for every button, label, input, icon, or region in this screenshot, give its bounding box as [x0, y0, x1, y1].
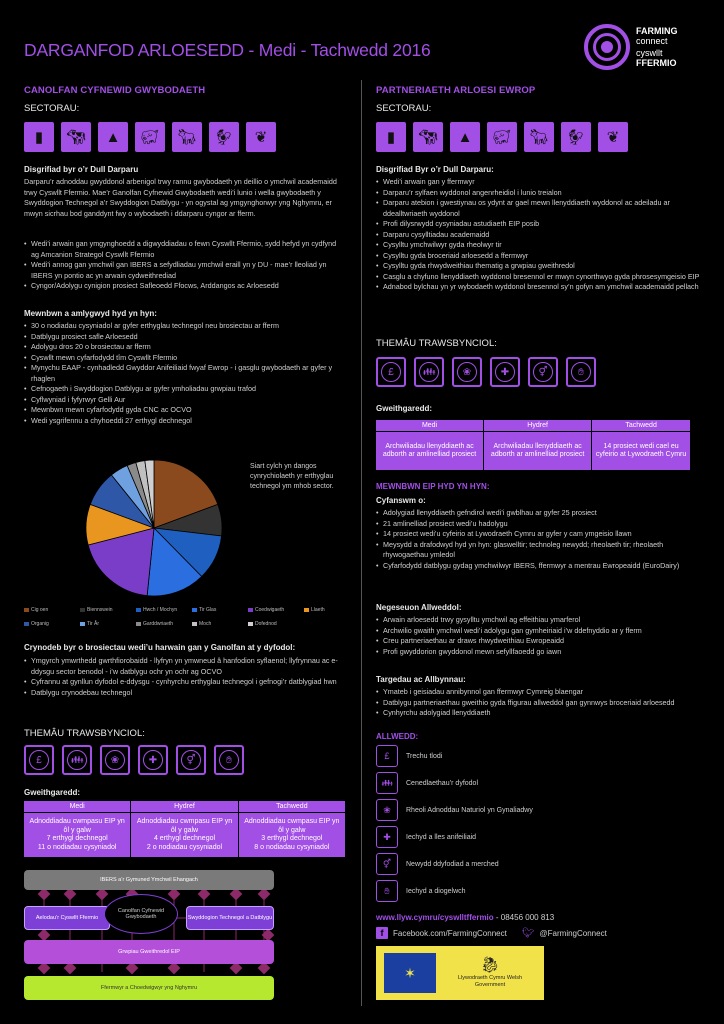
- left-theme-icons: [24, 745, 244, 775]
- right-targets-title: Targedau ac Allbynnau:: [376, 675, 466, 684]
- right-td-tachwedd: 14 prosiect wedi cael eu cyfeirio at Lywodraeth Cymru: [592, 432, 690, 470]
- list-item: • Darparu atebion i gwestiynau os ydynt ar gael mewn llenyddiaeth wyddonol ac adeiladu ar ddealltwriaeth wyddonol: [376, 198, 704, 219]
- list-item: • Mewnbwn mewn cyfarfodydd gyda CNC ac OCVO: [24, 405, 346, 416]
- hand-icon: ✋︎: [376, 880, 398, 902]
- right-outputs-title: Cyfanswm o:: [376, 496, 426, 505]
- list-item: • Cyfrannu at gynllun dyfodol e-ddysgu - cynhyrchu erthyglau technegol i gefnogi’r datblygiad hwn: [24, 677, 346, 688]
- gender-icon: [176, 745, 206, 775]
- dragon-icon: 🐉︎: [479, 957, 501, 974]
- dairy-cow-icon: 🐄︎: [61, 122, 91, 152]
- hand-icon: [214, 745, 244, 775]
- list-item: • Darparu cysylltiadau academaidd: [376, 230, 704, 241]
- list-item: • Wedi ysgrifennu a chyhoeddi 27 erthygl dechnegol: [24, 416, 346, 427]
- legend-swatch: [80, 608, 85, 612]
- left-sector-icons: [24, 122, 276, 152]
- left-th-tachwedd: Tachwedd: [239, 801, 345, 812]
- pound-icon: [24, 745, 54, 775]
- list-item: • Cyswllt mewn cyfarfodydd tîm Cyswllt Ffermio: [24, 353, 346, 364]
- legend-swatch: [248, 622, 253, 626]
- list-item: • Profi gwyddorion gwyddonol mewn sefyllfaoedd go iawn: [376, 647, 704, 658]
- legend-label: Llaeth: [311, 607, 325, 613]
- legend-label: Hwch / Mochyn: [143, 607, 178, 613]
- left-outputs-title: Mewnbwn a amlygwyd hyd yn hyn:: [24, 309, 157, 318]
- left-support-title: Crynodeb byr o brosiectau wedi’u harwain gan y Ganolfan at y dyfodol:: [24, 643, 296, 652]
- left-sectors-label: SECTORAU:: [24, 103, 80, 114]
- also-row: [376, 826, 476, 848]
- legend-item: [136, 621, 173, 627]
- welsh-gov-text: Llywodraeth Cymru Welsh Government: [457, 975, 523, 988]
- list-item: • Cynhyrchu adolygiad llenyddiaeth: [376, 708, 704, 719]
- legend-label: Dofednod: [255, 621, 277, 627]
- list-item: • Casglu a chyfuno llenyddiaeth wyddonol bresennol er mwyn cynorthwyo gyda phrosesymgeisio EIP: [376, 272, 704, 283]
- cross-icon: [138, 745, 168, 775]
- tree-icon: ▲: [450, 122, 480, 152]
- left-partners-label: Gweithgaredd:: [24, 788, 81, 797]
- list-item: • Wedi’i annog gan ymchwil gan IBERS a sefydliadau ymchwil eraill yn y DU - mae’r lleoliad yn IBERS yn pontio ac yn arwain cydweithrediad: [24, 260, 346, 281]
- flow-officers: Swyddogion Technegol a Datblygu: [186, 906, 274, 930]
- legend-item: [136, 607, 177, 613]
- list-item: • Cyngor/Adolygu cynigion prosiect Safleoedd Ffocws, Arddangos ac Arloesedd: [24, 281, 346, 292]
- also-label: Newydd ddyfodiad a merched: [406, 860, 499, 868]
- also-label: Cenedlaethau’r dyfodol: [406, 779, 478, 787]
- brand-line-2: connect: [636, 36, 668, 46]
- list-item: • Cysylltu ymchwilwyr gyda rheolwyr tir: [376, 240, 704, 251]
- legend-label: Cig oen: [31, 607, 49, 613]
- legend-item: [24, 607, 48, 613]
- left-heading: CANOLFAN CYFNEWID GWYBODAETH: [24, 85, 206, 96]
- gender-icon: ⚥: [376, 853, 398, 875]
- legend-swatch: [192, 608, 197, 612]
- list-item: • Adolygu dros 20 o brosiectau ar fferm: [24, 342, 346, 353]
- legend-swatch: [248, 608, 253, 612]
- hands-plant-icon: [452, 357, 482, 387]
- right-targets: [376, 687, 704, 719]
- legend-item: [192, 621, 211, 627]
- legend-swatch: [24, 608, 29, 612]
- leaf-icon: ❦: [598, 122, 628, 152]
- family-icon: [62, 745, 92, 775]
- leaf-icon: ❦: [246, 122, 276, 152]
- website-link[interactable]: www.llyw.cymru/cyswlltffermio: [376, 913, 494, 922]
- facebook-icon: f: [376, 927, 388, 939]
- list-item: • Cefnogaeth i Swyddogion Datblygu ar gyfer ymholiadau grwpiau trafod: [24, 384, 346, 395]
- beef-cow-icon: 🐂︎: [172, 122, 202, 152]
- pound-circle: £: [29, 750, 49, 770]
- eip-heading: MEWNBWN EIP HYD YN HYN:: [376, 482, 490, 491]
- list-item: • Adnabod bylchau yn yr wybodaeth wyddonol bresennol sy’n gofyn am ymchwil academaidd pellach: [376, 282, 704, 293]
- left-th-hydref: Hydref: [131, 801, 237, 812]
- also-heading: ALLWEDD:: [376, 732, 419, 741]
- also-row: [376, 772, 478, 794]
- column-divider: [361, 80, 362, 1006]
- pound-icon: [376, 357, 406, 387]
- chart-caption: Siart cylch yn dangos cynrychiolaeth yr erthyglau technegol ym mhob sector.: [250, 463, 334, 490]
- hands-plant-icon: ❀: [376, 799, 398, 821]
- right-messages: [376, 615, 704, 657]
- also-label: Iechyd a diogelwch: [406, 887, 466, 895]
- hands-plant-icon: [100, 745, 130, 775]
- also-row: [376, 880, 466, 902]
- legend-label: Biennswein: [87, 607, 113, 613]
- right-th-medi: Medi: [376, 420, 483, 431]
- right-activity-table: [375, 419, 691, 471]
- list-item: • 30 o nodiadau cysyniadol ar gyfer erthyglau technegol neu brosiectau ar fferm: [24, 321, 346, 332]
- list-item: • Datblygu partneriaethau gweithio gyda ffigurau allweddol gan gynnwys broceriaid arloesedd: [376, 698, 704, 709]
- left-desc-bullets: [24, 239, 346, 292]
- farming-connect-logo: [584, 24, 704, 74]
- legend-item: [80, 607, 113, 613]
- left-outputs: [24, 321, 346, 426]
- flow-ibers: IBERS a’r Gymuned Ymchwil Ehangach: [24, 870, 274, 890]
- right-sectors-label: SECTORAU:: [376, 103, 432, 114]
- list-item: • Mynychu EAAP - cynhadledd Gwyddor Anifeiliaid fwyaf Ewrop - i gasglu gwybodaeth ar gyfer y rhaglen: [24, 363, 346, 384]
- cross-circle: ✚: [495, 362, 515, 382]
- list-item: • Cysylltu gyda rhwydweithiau thematig a grwpiau gweithredol: [376, 261, 704, 272]
- left-desc-para: Darparu’r adnoddau gwyddonol arbenigol trwy rannu gwybodaeth yn deillio o ymchwil academaidd trwy Cyswllt Ffermio. Mae’r Ganolfan Cyfnewid Gwybodaeth wedi’i lunio i wella gwybodaeth y Swyddogion Technegol a’r Swyddogion Datblygu - yn ogystal ag ymgynghorwyr yng Nghymru, er mwyn sicrhau bod ganddynt fwy o wybodaeth i ddarparu cyngor ar fferm.: [24, 177, 337, 218]
- list-item: • Adolygiad llenyddiaeth gefndirol wedi’i gwblhau ar gyfer 25 prosiect: [376, 508, 704, 519]
- list-item: • Cyfarfodydd datblygu gydag ymchwilwyr IBERS, ffermwyr a mentrau Ewropeaidd (EuroDairy): [376, 561, 704, 572]
- sector-pie-chart: [84, 458, 224, 598]
- contact-line: [376, 913, 554, 922]
- list-item: • Datblygu prosiect safle Arloesedd: [24, 332, 346, 343]
- eu-flag-icon: ✶: [384, 953, 436, 993]
- left-desc-title: Disgrifiad byr o’r Dull Darparu: [24, 165, 139, 174]
- hands-plant-circle: ❀: [457, 362, 477, 382]
- left-support: [24, 656, 346, 698]
- list-item: • Cysylltu gyda broceriaid arloesedd a ffermwyr: [376, 251, 704, 262]
- list-item: • Darparu’r sylfaen wyddonol angenrheidiol i lunio treialon: [376, 188, 704, 199]
- legend-swatch: [192, 622, 197, 626]
- twitter-icon: 🐦︎: [521, 927, 535, 939]
- gender-circle: ⚥: [533, 362, 553, 382]
- legend-label: Moch: [199, 621, 212, 627]
- list-item: • 21 amlinelliad prosiect wedi’u hadolygu: [376, 519, 704, 530]
- legend-swatch: [136, 622, 141, 626]
- dairy-cow-icon: 🐄︎: [413, 122, 443, 152]
- brand-line-4: FFERMIO: [636, 58, 677, 68]
- left-activity-table: [23, 800, 346, 858]
- flow-centre: Canolfan Cyfnewid Gwybodaeth: [104, 894, 178, 934]
- left-td-tachwedd: Adnoddiadau cwmpasu EIP yn ôl y galw 3 erthygl dechnegol 8 o nodiadau cysyniadol: [239, 813, 345, 857]
- milk-bottle-icon: ▮: [376, 122, 406, 152]
- list-item: • Profi dilysrwydd cysyniadau astudiaeth EIP posib: [376, 219, 704, 230]
- legend-label: Coedwigaeth: [255, 607, 285, 613]
- right-td-medi: Archwiliadau llenyddiaeth ac adborth ar amlinelliad prosiect: [376, 432, 483, 470]
- list-item: • Cyflwyniad i fyfyrwyr Gelli Aur: [24, 395, 346, 406]
- page-title: DARGANFOD ARLOESEDD - Medi - Tachwedd 2016: [24, 40, 431, 60]
- list-item: • Archwilio gwaith ymchwil wedi’i adolygu gan gymheiriaid i’w ddefnyddio ar y fferm: [376, 626, 704, 637]
- phone-number: - 08456 000 813: [493, 913, 555, 922]
- legend-label: Tir Glas: [199, 607, 217, 613]
- flow-farmers: Ffermwyr a Choedwigwyr yng Nghymru: [24, 976, 274, 1000]
- legend-item: [304, 607, 325, 613]
- legend-item: [248, 607, 284, 613]
- flow-members: Aelodau’r Cyswllt Ffermio: [24, 906, 110, 930]
- list-item: • 14 prosiect wedi’u cyfeirio at Lywodraeth Cymru ar gyfer y cam ymgeisio llawn: [376, 529, 704, 540]
- family-circle: 👪︎: [67, 750, 87, 770]
- right-desc-title: Disgrifiad Byr o’r Dull Darparu:: [376, 165, 494, 174]
- pig-icon: 🐖︎: [135, 122, 165, 152]
- also-label: Rheoli Adnoddau Naturiol yn Gynaliadwy: [406, 806, 533, 814]
- cross-icon: ✚: [376, 826, 398, 848]
- left-themes-label: THEMÂU TRAWSBYNCIOL:: [24, 728, 145, 739]
- list-item: • Ymgyrch ymwrthedd gwrthfiorobaidd - llyfryn yn ymwneud â hanfodion syflaenol; llyfrynnau ac e-ddysgu sector benodol - i’w datblygu ochr yn ochr ag OCVO: [24, 656, 346, 677]
- list-item: • Ymateb i geisiadau annibynnol gan ffermwyr Cymreig blaengar: [376, 687, 704, 698]
- hand-circle: ✋︎: [219, 750, 239, 770]
- chicken-icon: 🐓︎: [561, 122, 591, 152]
- hands-plant-circle: ❀: [105, 750, 125, 770]
- right-outputs: [376, 508, 704, 571]
- list-item: • Meysydd a drafodwyd hyd yn hyn: glaswelltir; technoleg newydd; rheolaeth tir; rheolaeth rhywogaethau ymledol: [376, 540, 704, 561]
- pound-icon: £: [376, 745, 398, 767]
- pound-circle: £: [381, 362, 401, 382]
- legend-swatch: [80, 622, 85, 626]
- chicken-icon: 🐓︎: [209, 122, 239, 152]
- right-th-tachwedd: Tachwedd: [592, 420, 690, 431]
- also-row: [376, 799, 533, 821]
- beef-cow-icon: 🐂︎: [524, 122, 554, 152]
- list-item: • Wedi’i arwain gan ymgynghoedd a digwyddiadau o fewn Cyswllt Ffermio, sydd hefyd yn cydfynd ag Amcanion Strategol Cyswllt Ffermio: [24, 239, 346, 260]
- also-label: Trechu tlodi: [406, 752, 443, 760]
- right-theme-icons: [376, 357, 596, 387]
- cross-circle: ✚: [143, 750, 163, 770]
- also-label: Iechyd a lles anifeiliaid: [406, 833, 477, 841]
- right-themes-label: THEMÂU TRAWSBYNCIOL:: [376, 338, 497, 349]
- right-td-hydref: Archwiliadau llenyddiaeth ac adborth ar amlinelliad prosiect: [484, 432, 591, 470]
- hand-icon: [566, 357, 596, 387]
- right-heading: PARTNERIAETH ARLOESI EWROP: [376, 85, 536, 96]
- gender-circle: ⚥: [181, 750, 201, 770]
- family-icon: [414, 357, 444, 387]
- tree-icon: ▲: [98, 122, 128, 152]
- facebook-link[interactable]: Facebook.com/FarmingConnect: [393, 928, 507, 938]
- right-desc-bullets: [376, 177, 704, 293]
- list-item: • Wedi’i arwain gan y ffermwyr: [376, 177, 704, 188]
- gender-icon: [528, 357, 558, 387]
- legend-swatch: [24, 622, 29, 626]
- family-circle: 👪︎: [419, 362, 439, 382]
- legend-item: [192, 607, 216, 613]
- left-td-hydref: Adnoddiadau cwmpasu EIP yn ôl y galw 4 erthygl dechnegol 2 o nodiadau cysyniadol: [131, 813, 237, 857]
- funding-logos: [376, 946, 544, 1000]
- legend-item: [80, 621, 99, 627]
- family-icon: 👪︎: [376, 772, 398, 794]
- also-row: [376, 745, 442, 767]
- legend-label: Garddwriaeth: [143, 621, 174, 627]
- list-item: • Arwain arloesedd trwy gysylltu ymchwil ag effeithiau ymarferol: [376, 615, 704, 626]
- hand-circle: ✋︎: [571, 362, 591, 382]
- legend-swatch: [136, 608, 141, 612]
- right-partners-label: Gweithgaredd:: [376, 404, 433, 413]
- right-th-hydref: Hydref: [484, 420, 591, 431]
- left-td-medi: Adnoddiadau cwmpasu EIP yn ôl y galw 7 erthygl dechnegol 11 o nodiadau cysyniadol: [24, 813, 130, 857]
- legend-swatch: [304, 608, 309, 612]
- legend-item: [24, 621, 49, 627]
- legend-label: Organig: [31, 621, 49, 627]
- list-item: • Creu partneriaethau ar draws rhwydweithiau Ewropeaidd: [376, 636, 704, 647]
- flow-eip: Grwpiau Gweithredol EIP: [24, 940, 274, 964]
- social-line: [376, 927, 607, 939]
- brand-line-1: FARMING: [636, 26, 678, 36]
- milk-bottle-icon: ▮: [24, 122, 54, 152]
- welsh-government-logo: [444, 953, 536, 993]
- twitter-link[interactable]: @FarmingConnect: [539, 928, 607, 938]
- brand-line-3: cyswllt: [636, 48, 663, 58]
- chart-legend: [24, 607, 346, 635]
- legend-label: Tir Âr: [87, 621, 100, 627]
- legend-item: [248, 621, 277, 627]
- list-item: • Datblygu crynodebau technegol: [24, 688, 346, 699]
- right-sector-icons: [376, 122, 628, 152]
- pig-icon: 🐖︎: [487, 122, 517, 152]
- left-th-medi: Medi: [24, 801, 130, 812]
- right-messages-title: Negeseuon Allweddol:: [376, 603, 462, 612]
- also-row: [376, 853, 499, 875]
- cross-icon: [490, 357, 520, 387]
- logo-dot: [601, 41, 613, 53]
